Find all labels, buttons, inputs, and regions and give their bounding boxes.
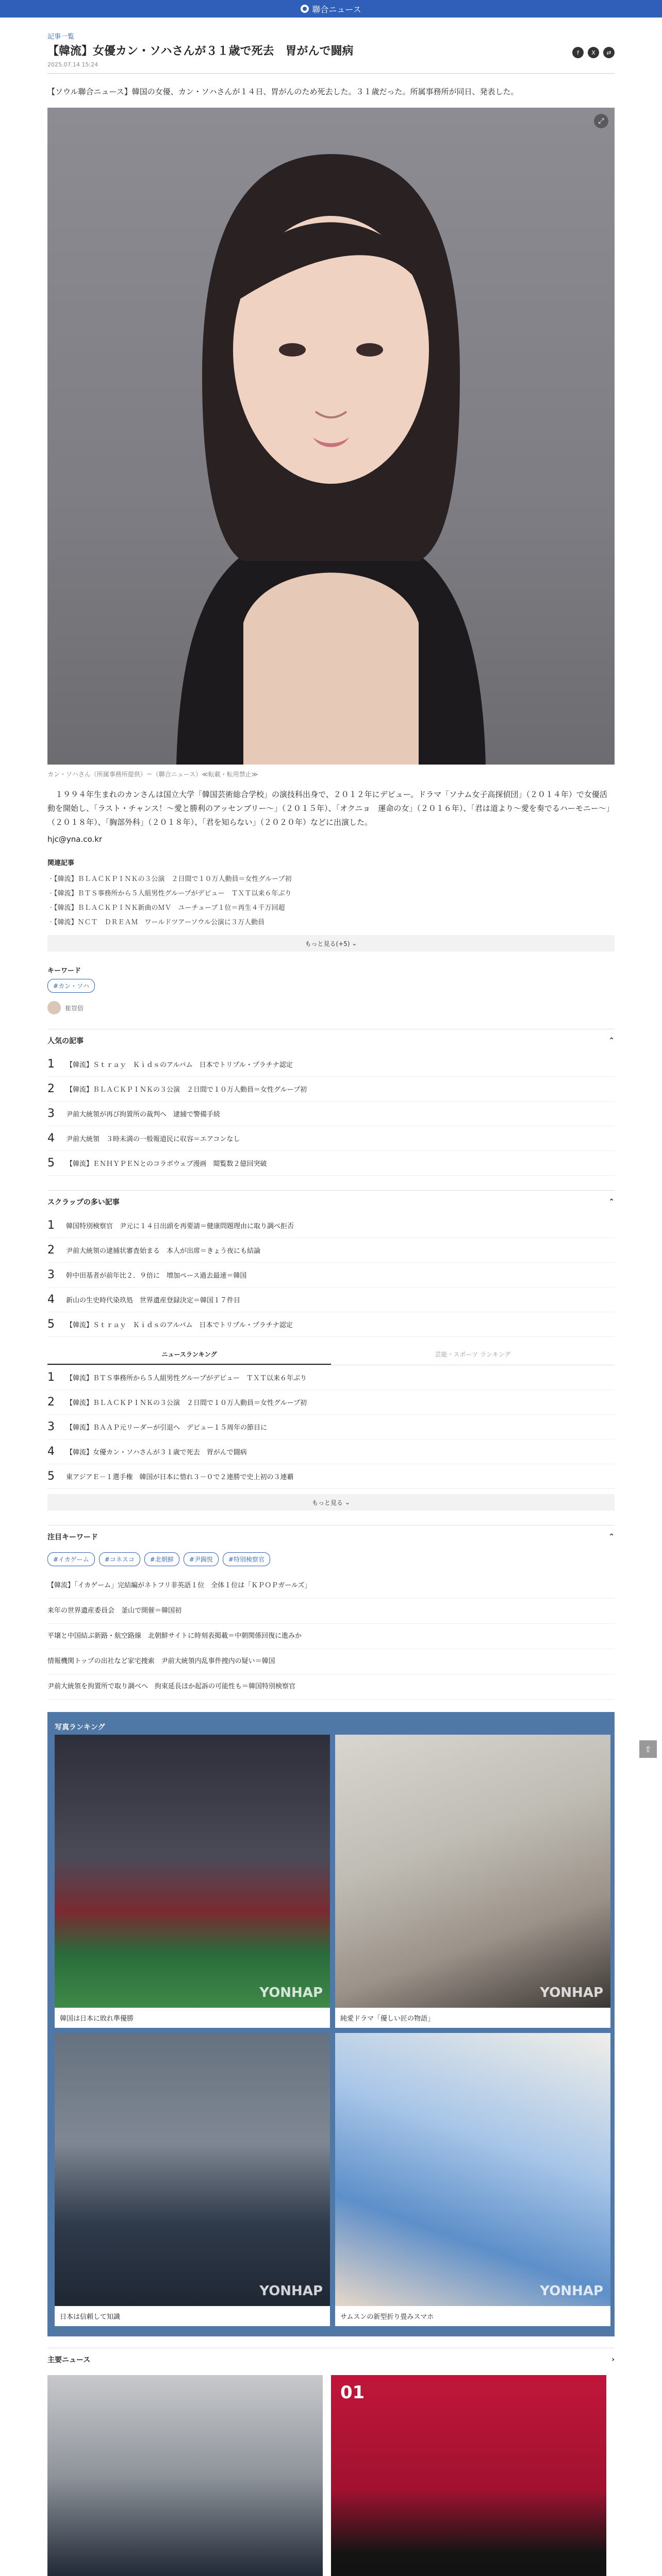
main-news [47, 2348, 615, 2576]
top-bar [0, 0, 662, 18]
article-body: １９９４年生まれのカンさんは国立大学「韓国芸術総合学校」の演技科出身で、２０１２年にデビュー。ドラマ「ソナム女子高探偵団」（２０１４年）で女優活動を開始し、「ラスト・チャンス！～愛と勝利のアッセンブリー～」（２０１５年）、「オクニョ 運命の女」（２０１６年）、「君は道より～愛を奏でるハーモニー～」（２０１８年）、「胸部外科」（２０１８年）、「君を知らない」（２０２０年）などに出演した。 [47, 790, 614, 827]
author-row[interactable] [47, 1001, 615, 1014]
news-image [331, 2375, 606, 2576]
photo-ranking-title: 写真ランキング [55, 1723, 105, 1732]
logo-icon [301, 5, 309, 13]
rank-title: 韓国特別検察官 尹元に１４日出頭を再要請＝健康問題理由に取り調べ拒否 [66, 1223, 294, 1230]
list-item[interactable]: 情報機関トップの出社など家宅捜索 尹前大統領内乱事件捜内の疑い＝韓国 [47, 1649, 615, 1674]
rank-title: 【韓流】ＢＬＡＣＫＰＩＮＫの３公演 ２日間で１０万人動員＝女性グループ初 [66, 1399, 307, 1407]
related-list [47, 872, 615, 930]
list-item[interactable] [47, 1263, 615, 1287]
main-news-title: 主要ニュース [47, 2356, 91, 2364]
list-item[interactable] [47, 1126, 615, 1151]
list-item[interactable] [47, 1238, 615, 1263]
article-wrap [47, 31, 615, 2576]
keyword-chip[interactable]: #カン・ソハ [47, 979, 95, 993]
related-item[interactable]: ・ 【韓流】ＮＣＴ ＤＲＥＡＭ ワールドツアーソウル公演に３万人動員 [47, 916, 615, 930]
ranking-tabs [47, 1344, 615, 1365]
avatar [47, 1001, 61, 1014]
keyword-chip[interactable]: #尹錫悦 [184, 1552, 219, 1566]
page-title: 【韓流】女優カン・ソハさんが３１歳で死去 胃がんで闘病 [47, 45, 354, 58]
hot-keywords-title: 注目キーワード [47, 1533, 98, 1541]
photo-image [55, 1735, 330, 2008]
tab-entertainment-ranking[interactable]: 芸能・スポーツ ランキング [435, 1351, 511, 1358]
rank-number: 2 [47, 1396, 55, 1409]
ranking-more-label: もっと見る [312, 1499, 343, 1506]
list-item[interactable] [47, 1077, 615, 1101]
author-name: 崔豈倍 [65, 1004, 84, 1012]
copy-link-icon[interactable]: ⇄ [603, 47, 615, 58]
rank-title: 【韓流】Ｓｔｒａｙ Ｋｉｄｓのアルバム 日本でトリプル・プラチナ認定 [66, 1321, 293, 1329]
list-item[interactable] [47, 1464, 615, 1489]
photo-caption: 日本は信頼して知識 [60, 2313, 121, 2321]
article-photo[interactable] [47, 108, 615, 765]
ranking-more-button[interactable] [47, 1494, 615, 1511]
photo-tile[interactable] [55, 1735, 330, 2028]
rank-title: 新山の生史時代染玖処 世界遺産登録決定＝韓国１７件目 [66, 1297, 241, 1304]
list-item[interactable] [47, 1101, 615, 1126]
rank-title: 【韓流】ＢＬＡＣＫＰＩＮＫの３公演 ２日間で１０万人動員＝女性グループ初 [66, 1086, 307, 1094]
share-buttons [572, 47, 615, 58]
rank-number: 5 [47, 1157, 55, 1170]
scroll-top-button[interactable]: ⇧ [639, 1740, 657, 1758]
facebook-share-icon[interactable]: f [572, 47, 584, 58]
list-item[interactable] [47, 1439, 615, 1464]
news-card[interactable] [331, 2375, 606, 2576]
rank-number: 4 [47, 1132, 55, 1145]
poster-number: 01 [340, 2382, 365, 2403]
chevron-down-icon: ⌄ [350, 940, 357, 947]
related-more-button[interactable] [47, 935, 615, 952]
portrait-illustration [47, 108, 615, 765]
list-item[interactable]: 平壌と中国結ぶ新路・航空路線 北朝鮮サイトに時刻表掲載＝中朝関係回復に進みか [47, 1624, 615, 1649]
list-item[interactable]: 尹前大統領を拘置所で取り調べへ 拘束延長ほか起訴の可能性も＝韓国特別検察官 [47, 1674, 615, 1700]
hot-keyword-chips [47, 1552, 615, 1566]
list-item[interactable] [47, 1287, 615, 1312]
rank-title: 【韓流】ＢＡＡＰ元リーダーが引退へ デビュー１５周年の節目に [66, 1424, 268, 1432]
expand-icon[interactable]: ⤢ [594, 114, 608, 128]
site-logo[interactable] [301, 3, 361, 15]
watermark: YONHAP [259, 2283, 323, 2299]
article-lede: 【ソウル聯合ニュース】韓国の女優、カン・ソハさんが１４日、胃がんのため死去した。３１歳だった。所属事務所が同日、発表した。 [47, 87, 519, 96]
rank-number: 3 [47, 1107, 55, 1120]
photo-tile[interactable] [335, 2033, 610, 2326]
popular-box [47, 1029, 615, 1176]
chevron-right-icon[interactable]: › [611, 2355, 615, 2364]
photo-ranking [47, 1712, 615, 2336]
news-card[interactable] [47, 2375, 323, 2576]
watermark: YONHAP [259, 1985, 323, 2001]
related-item[interactable]: ・ 【韓流】ＢＬＡＣＫＰＩＮＫの３公演 ２日間で１０万人動員＝女性グループ初 [47, 872, 615, 887]
keyword-chip[interactable]: #特別検察官 [223, 1552, 270, 1566]
rank-title: 東アジアＥ－１選手権 韓国が日本に惜れ３－０で２連勝で史上初の３連覇 [66, 1473, 294, 1481]
photo-caption: カン・ソハさん（所属事務所提供）＝（聯合ニュース）≪転載・転用禁止≫ [47, 771, 258, 778]
rank-number: 2 [47, 1082, 55, 1095]
rank-number: 3 [47, 1420, 55, 1433]
scoop-title: スクラップの多い記事 [47, 1198, 120, 1207]
rank-title: 【韓流】Ｓｔｒａｙ Ｋｉｄｓのアルバム 日本でトリプル・プラチナ認定 [66, 1061, 293, 1069]
tab-news-ranking[interactable]: ニュースランキング [47, 1344, 331, 1365]
twitter-share-icon[interactable]: X [588, 47, 599, 58]
article-header [47, 44, 615, 74]
watermark: YONHAP [540, 1985, 603, 2001]
keyword-chip[interactable]: #コネスコ [99, 1552, 140, 1566]
rank-number: 1 [47, 1219, 55, 1232]
list-item[interactable]: 来年の世界遺産委員会 釜山で開催＝韓国初 [47, 1599, 615, 1624]
keyword-chip[interactable]: #北朝鮮 [144, 1552, 179, 1566]
chevron-down-icon: ⌄ [343, 1499, 350, 1506]
photo-caption: 韓国は日本に敗れ準優勝 [60, 2015, 134, 2023]
photo-image [335, 2033, 610, 2306]
list-item[interactable] [47, 1052, 615, 1077]
keyword-chip[interactable]: #イカゲーム [47, 1552, 95, 1566]
photo-caption: 純愛ドラマ「優しい匠の物語」 [340, 2015, 435, 2023]
list-item[interactable] [47, 1365, 615, 1390]
photo-tile[interactable] [55, 2033, 330, 2326]
list-item[interactable]: 【韓流】「イカゲーム」完結編がネトフリ非英語１位 全体１位は「ＫＰＯＰガールズ」 [47, 1573, 615, 1599]
rank-title: 【韓流】ＢＴＳ事務所から５人組男性グループがデビュー ＴＸＴ以来６年ぶり [66, 1375, 307, 1382]
list-item[interactable] [47, 1415, 615, 1439]
article-date: 2025.07.14 15:24 [47, 61, 98, 68]
popular-title: 人気の記事 [47, 1037, 84, 1045]
chevron-up-icon[interactable]: ⌃ [608, 1037, 615, 1045]
photo-image [335, 1735, 610, 2008]
list-item[interactable] [47, 1390, 615, 1415]
rank-title: 尹前大統領の逮捕状審査始まる 本人が出席＝きょう夜にも結論 [66, 1247, 261, 1255]
chevron-up-icon[interactable]: ⌃ [608, 1533, 615, 1541]
ranking-list [47, 1365, 615, 1489]
rank-number: 5 [47, 1318, 55, 1331]
author-email[interactable]: hjc@yna.co.kr [47, 835, 103, 844]
list-item[interactable] [47, 1312, 615, 1337]
photo-caption: サムスンの新型折り畳みスマホ [340, 2313, 434, 2321]
related-title: 関連記事 [47, 859, 75, 867]
rank-number: 5 [47, 1470, 55, 1483]
list-item[interactable] [47, 1213, 615, 1238]
rank-number: 1 [47, 1058, 55, 1071]
related-more-label: もっと見る(+5) [305, 940, 350, 947]
rank-number: 3 [47, 1268, 55, 1281]
hot-keywords-box [47, 1525, 615, 1700]
scoop-box [47, 1190, 615, 1337]
related-item[interactable]: ・ 【韓流】ＢＬＡＣＫＰＩＮＫ新曲のＭＶ ユーチューブ１位＝再生４千万回超 [47, 901, 615, 916]
rank-title: 【韓流】ＥＮＨＹＰＥＮとのコラボウェブ漫画 閲覧数２億回突破 [66, 1160, 267, 1168]
photo-tile[interactable] [335, 1735, 610, 2028]
hot-keyword-lines [47, 1573, 615, 1700]
photo-image [55, 2033, 330, 2306]
keyword-title: キーワード [47, 967, 81, 975]
breadcrumb[interactable]: 記事一覧 [47, 33, 75, 41]
rank-title: 幹中田基者が前年比２．９倍に 増加ペース過去最速＝韓国 [66, 1272, 247, 1280]
news-image [47, 2375, 323, 2576]
watermark: YONHAP [540, 2283, 603, 2299]
rank-number: 4 [47, 1445, 55, 1458]
related-item[interactable]: ・ 【韓流】ＢＴＳ事務所から５人組男性グループがデビュー ＴＸＴ以来６年ぶり [47, 887, 615, 901]
chevron-up-icon[interactable]: ⌃ [608, 1198, 615, 1206]
rank-title: 尹前大統領が再び拘置所の裁判へ 逮捕で警備手続 [66, 1111, 221, 1118]
rank-number: 1 [47, 1371, 55, 1384]
rank-title: 【韓流】女優カン・ソハさんが３１歳で死去 胃がんで闘病 [66, 1449, 247, 1456]
rank-number: 2 [47, 1244, 55, 1257]
rank-number: 4 [47, 1293, 55, 1306]
list-item[interactable] [47, 1151, 615, 1176]
rank-title: 尹前大統領 ３時未満の一般報道民に収容＝エアコンなし [66, 1136, 240, 1143]
site-name: 聯合ニュース [312, 4, 361, 14]
